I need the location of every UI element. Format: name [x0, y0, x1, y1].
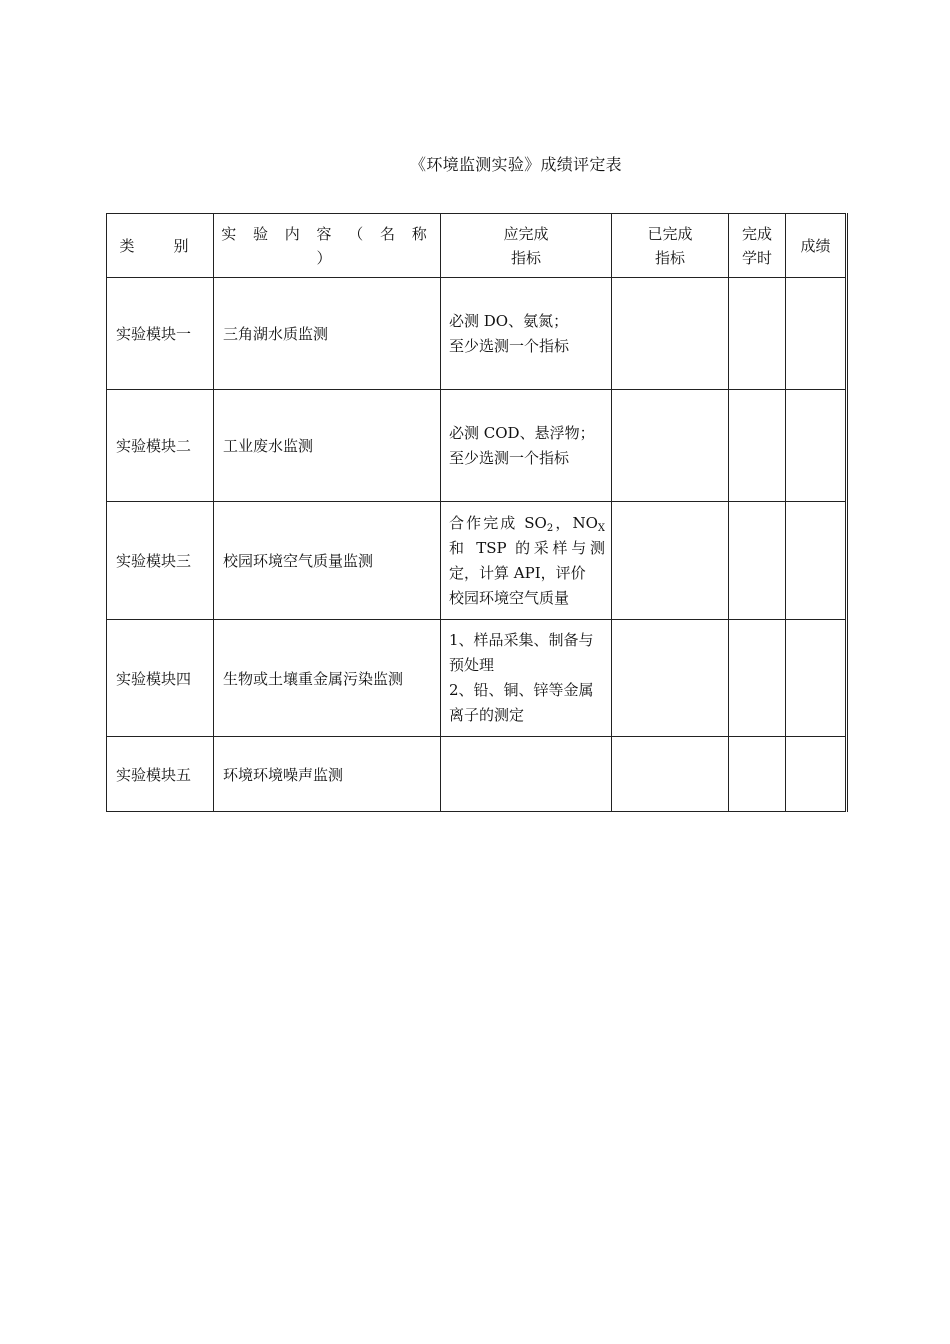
row-category: 实验模块一	[107, 278, 214, 390]
row-grade[interactable]	[786, 390, 847, 502]
row-experiment-name: 生物或土壤重金属污染监测	[214, 620, 441, 737]
row-grade[interactable]	[786, 278, 847, 390]
header-required	[441, 214, 612, 278]
row-completed-indicators[interactable]	[612, 737, 729, 812]
row-completed-hours[interactable]	[729, 502, 786, 620]
row-grade[interactable]	[786, 502, 847, 620]
row-experiment-name: 工业废水监测	[214, 390, 441, 502]
header-required-line2: 指标	[510, 248, 541, 267]
row-completed-indicators[interactable]	[612, 278, 729, 390]
row-completed-indicators[interactable]	[612, 620, 729, 737]
grade-evaluation-table	[106, 213, 848, 812]
subscript: X	[597, 522, 605, 534]
header-category	[107, 214, 214, 278]
header-grade: 成绩	[786, 214, 847, 278]
header-content	[214, 214, 441, 278]
table-row	[107, 390, 847, 502]
header-completed	[612, 214, 729, 278]
row-grade[interactable]	[786, 737, 847, 812]
row-required-indicators	[441, 502, 612, 620]
row-experiment-name: 三角湖水质监测	[214, 278, 441, 390]
required-line: 1、样品采集、制备与	[449, 631, 594, 649]
row-category: 实验模块三	[107, 502, 214, 620]
table-header-row	[107, 214, 847, 278]
row-completed-hours[interactable]	[729, 620, 786, 737]
header-required-line1: 应完成	[503, 224, 549, 243]
required-line: 校园环境空气质量	[449, 588, 570, 607]
required-line: 必测 COD、悬浮物；	[449, 423, 595, 442]
table-row	[107, 737, 847, 812]
header-hours	[729, 214, 786, 278]
row-grade[interactable]	[786, 620, 847, 737]
required-line: 和 TSP 的采样与测	[449, 538, 605, 557]
row-required-indicators	[441, 390, 612, 502]
row-completed-hours[interactable]	[729, 390, 786, 502]
header-hours-line1: 完成	[741, 224, 772, 243]
row-category: 实验模块二	[107, 390, 214, 502]
required-line	[449, 511, 605, 536]
row-required-indicators	[441, 620, 612, 737]
required-text: 合作完成 SO	[449, 513, 547, 532]
header-content-label: 实 验 内 容 （ 名 称 ）	[221, 224, 433, 267]
required-line: 离子的测定	[449, 706, 525, 724]
subscript: 2	[546, 522, 554, 534]
row-required-indicators	[441, 737, 612, 812]
required-line: 必测 DO、氨氮；	[449, 311, 569, 330]
row-completed-hours[interactable]	[729, 737, 786, 812]
row-experiment-name: 校园环境空气质量监测	[214, 502, 441, 620]
required-line: 至少选测一个指标	[449, 336, 570, 355]
table-row	[107, 278, 847, 390]
header-hours-line2: 学时	[741, 248, 772, 267]
header-completed-line1: 已完成	[647, 224, 693, 243]
header-category-label: 类 别	[119, 236, 201, 255]
required-line: 定，计算 API，评价	[449, 563, 586, 582]
row-completed-indicators[interactable]	[612, 390, 729, 502]
required-text: ，NO	[553, 513, 598, 532]
header-completed-line2: 指标	[654, 248, 685, 267]
required-line: 2、铅、铜、锌等金属	[449, 681, 594, 699]
row-completed-indicators[interactable]	[612, 502, 729, 620]
row-experiment-name: 环境环境噪声监测	[214, 737, 441, 812]
row-category: 实验模块五	[107, 737, 214, 812]
row-required-indicators	[441, 278, 612, 390]
row-category: 实验模块四	[107, 620, 214, 737]
table-row	[107, 620, 847, 737]
required-line: 至少选测一个指标	[449, 448, 570, 467]
required-line: 预处理	[449, 656, 495, 674]
page-title: 《环境监测实验》成绩评定表	[410, 155, 622, 174]
table-row	[107, 502, 847, 620]
row-completed-hours[interactable]	[729, 278, 786, 390]
